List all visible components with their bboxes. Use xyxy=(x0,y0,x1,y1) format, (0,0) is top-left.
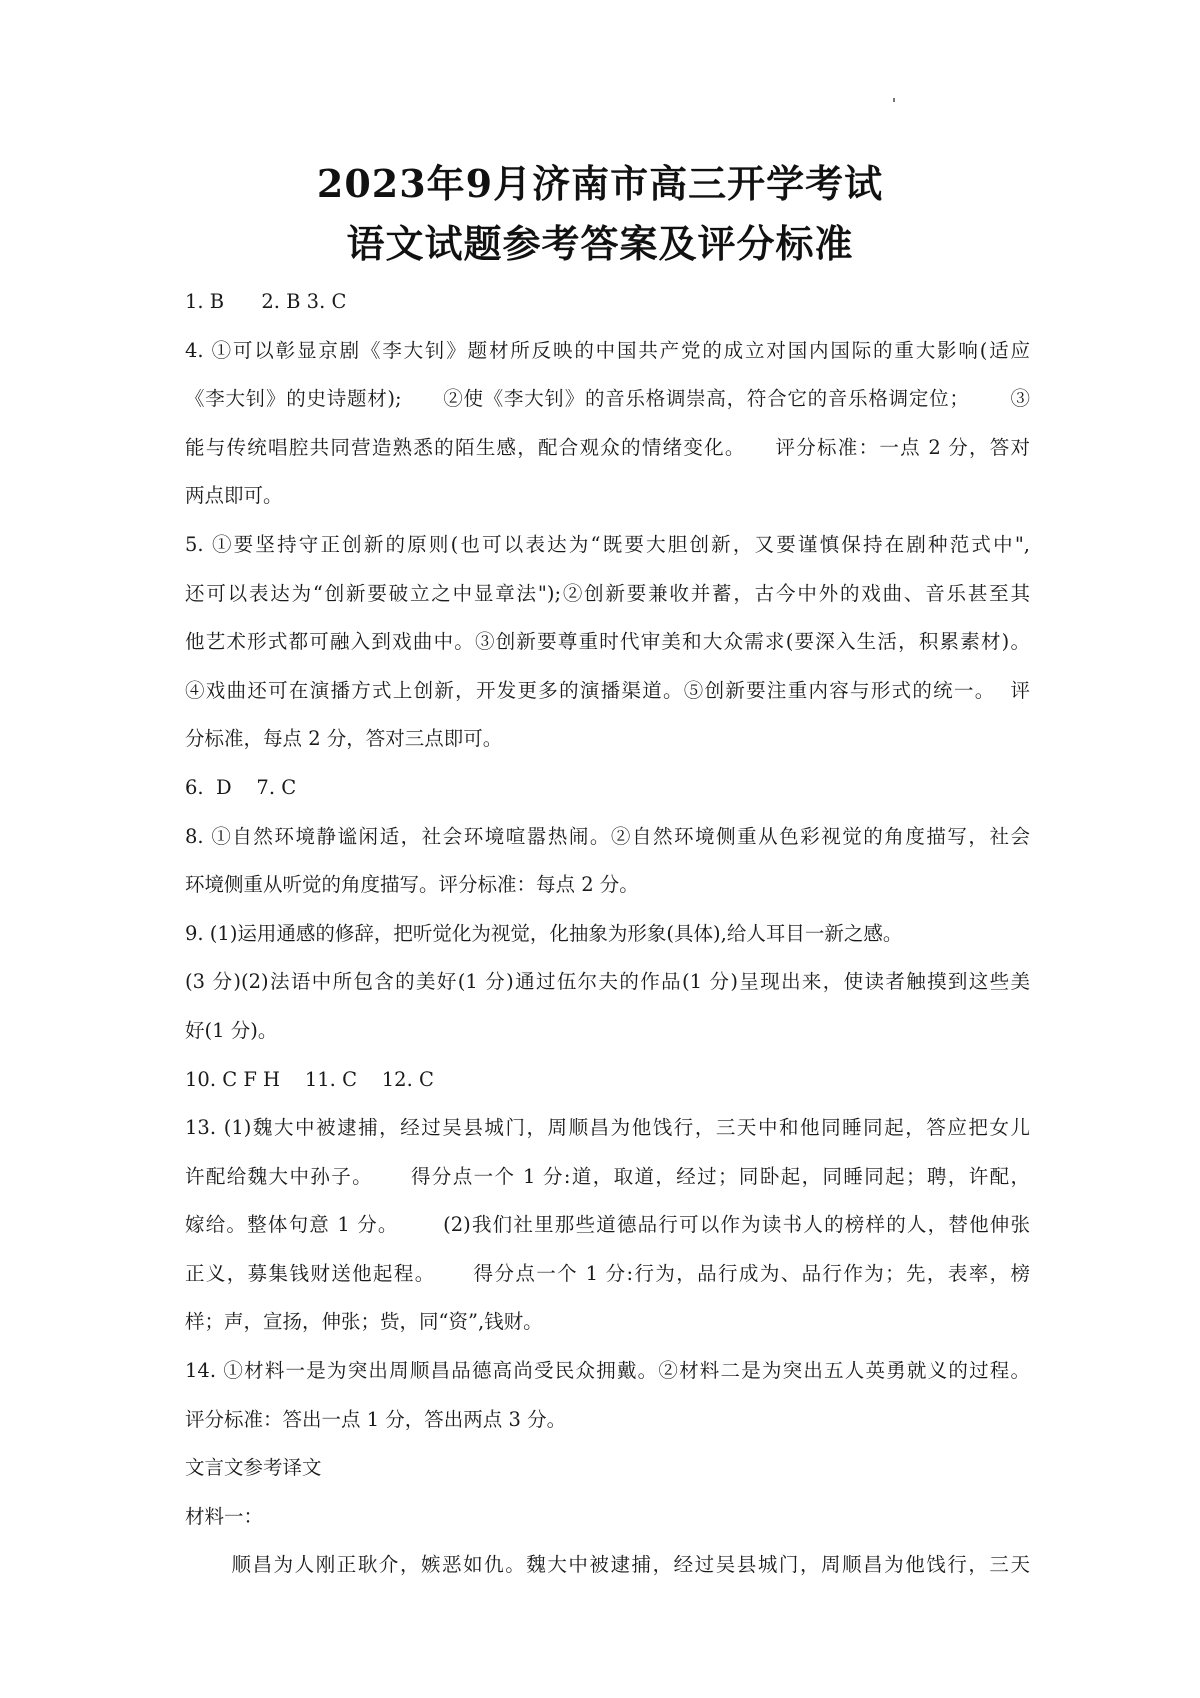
answer-line-13e: 样；声，宣扬，伸张；赀，同“资”,钱财。 xyxy=(185,1310,543,1334)
translation-paragraph-start: 顺昌为人刚正耿介，嫉恶如仇。魏大中被逮捕，经过吴县城门，周顺昌为他饯行，三天 xyxy=(185,1553,1030,1577)
document-title: 2023年9月济南市高三开学考试 xyxy=(316,161,884,206)
material-one-label: 材料一： xyxy=(185,1504,264,1528)
translation-heading: 文言文参考译文 xyxy=(185,1456,322,1480)
answer-line-13c: 嫁给。整体句意 1 分。 (2)我们社里那些道德品行可以作为读书人的榜样的人，替他伸张 xyxy=(185,1213,1030,1237)
answer-line-13a: 13. (1)魏大中被逮捕，经过吴县城门，周顺昌为他饯行，三天中和他同睡同起，答应把女儿 xyxy=(185,1116,1030,1140)
document-subtitle: 语文试题参考答案及评分标准 xyxy=(346,221,854,266)
answer-line-14a: 14. ①材料一是为突出周顺昌品德高尚受民众拥戴。②材料二是为突出五人英勇就义的过程。 xyxy=(185,1359,1030,1383)
answer-line-14b: 评分标准：答出一点 1 分，答出两点 3 分。 xyxy=(185,1407,567,1431)
answer-line-9b: (3 分)(2)法语中所包含的美好(1 分)通过伍尔夫的作品(1 分)呈现出来，使读者触摸到这些美 xyxy=(185,970,1030,994)
answer-line-5c: 他艺术形式都可融入到戏曲中。③创新要尊重时代审美和大众需求(要深入生活，积累素材)。 xyxy=(185,630,1030,654)
answer-line-1-3: 1. B 2. B 3. C xyxy=(185,290,347,313)
answer-line-5e: 分标准，每点 2 分，答对三点即可。 xyxy=(185,727,503,751)
answer-line-9a: 9. (1)运用通感的修辞，把听觉化为视觉，化抽象为形象(具体),给人耳目一新之感。 xyxy=(185,921,903,945)
answer-line-4b: 《李大钊》的史诗题材); ②使《李大钊》的音乐格调崇高，符合它的音乐格调定位； ③ xyxy=(185,387,1030,411)
answer-line-6-7: 6. D 7. C xyxy=(185,775,297,799)
answer-line-8b: 环境侧重从听觉的角度描写。评分标准：每点 2 分。 xyxy=(185,873,639,897)
answer-line-4c: 能与传统唱腔共同营造熟悉的陌生感，配合观众的情绪变化。 评分标准：一点 2 分，答对 xyxy=(185,435,1030,459)
answer-line-9c: 好(1 分)。 xyxy=(185,1018,278,1042)
answer-content xyxy=(185,278,1030,1590)
answer-line-13d: 正义，募集钱财送他起程。 得分点一个 1 分:行为，品行成为、品行作为；先，表率，榜 xyxy=(185,1261,1030,1285)
answer-line-5d: ④戏曲还可在演播方式上创新，开发更多的演播渠道。⑤创新要注重内容与形式的统一。 评 xyxy=(185,678,1030,702)
answer-line-4a: 4. ①可以彰显京剧《李大钊》题材所反映的中国共产党的成立对国内国际的重大影响(适应 xyxy=(185,338,1030,362)
answer-line-5a: 5. ①要坚持守正创新的原则(也可以表达为“既要大胆创新，又要谨慎保持在剧种范式中", xyxy=(185,532,1030,556)
answer-line-10-12: 10. C F H 11. C 12. C xyxy=(185,1067,434,1091)
answer-line-5b: 还可以表达为“创新要破立之中显章法");②创新要兼收并蓄，古今中外的戏曲、音乐甚至其 xyxy=(185,581,1030,605)
answer-line-13b: 许配给魏大中孙子。 得分点一个 1 分:道，取道，经过；同卧起，同睡同起；聘，许配， xyxy=(185,1164,1030,1188)
answer-line-4d: 两点即可。 xyxy=(185,484,283,508)
scan-mark xyxy=(893,98,895,102)
answer-line-8a: 8. ①自然环境静谧闲适，社会环境喧嚣热闹。②自然环境侧重从色彩视觉的角度描写，社会 xyxy=(185,824,1030,848)
